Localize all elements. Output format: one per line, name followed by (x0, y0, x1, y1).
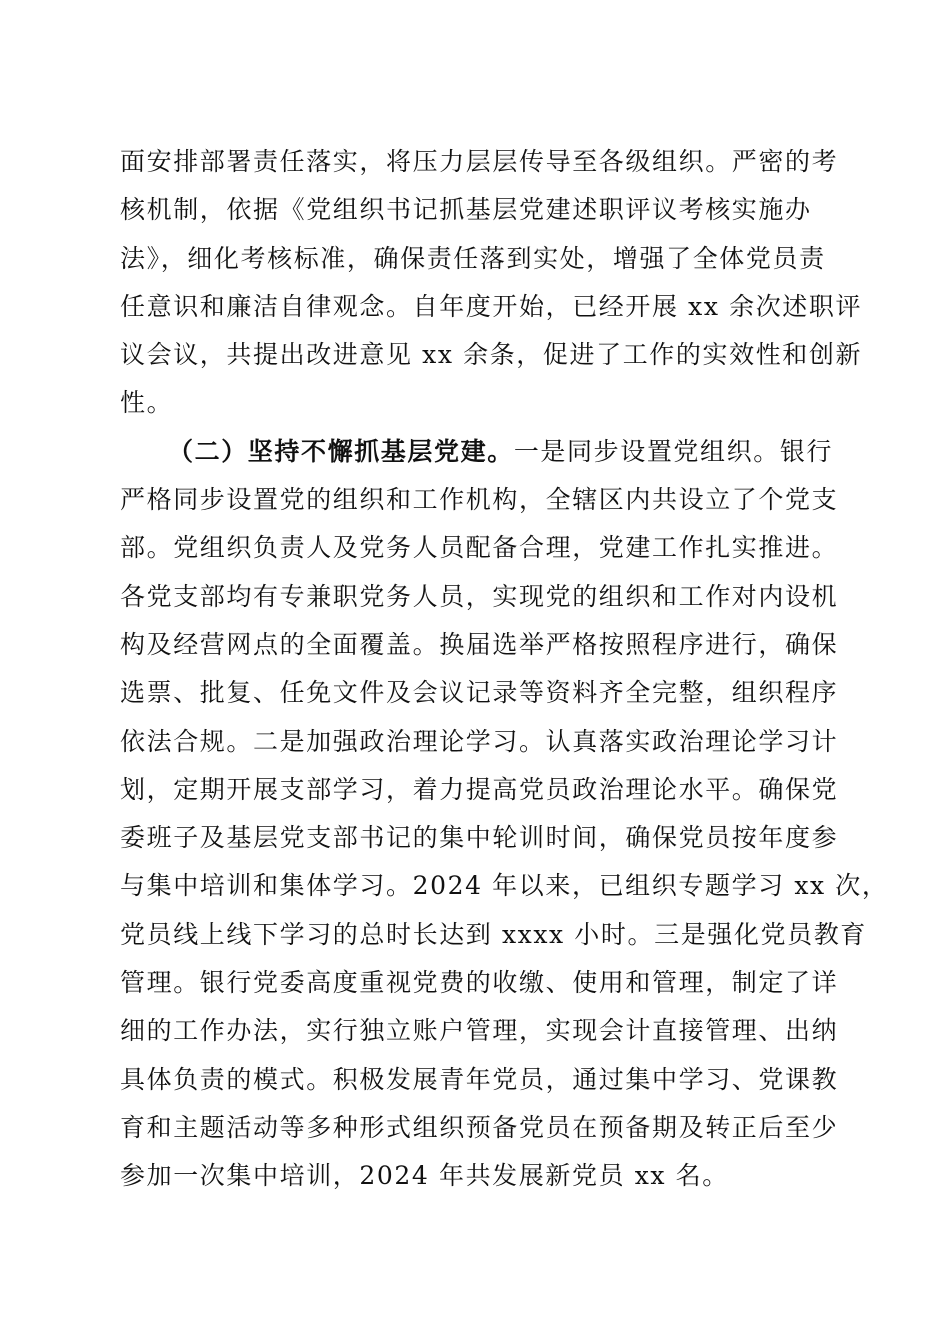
paragraph-1-line: 面安排部署责任落实，将压力层层传导至各级组织。严密的考 (120, 147, 839, 176)
section-2-line: 具体负责的模式。积极发展青年党员，通过集中学习、党课教 (120, 1064, 839, 1094)
section-2-heading: （二）坚持不懈抓基层党建。 (168, 436, 514, 466)
section-2-line: 依法合规。二是加强政治理论学习。认真落实政治理论学习计 (120, 726, 839, 756)
section-2-line: 选票、批复、任免文件及会议记录等资料齐全完整，组织程序 (120, 678, 839, 708)
section-2-line: 划，定期开展支部学习，着力提高党员政治理论水平。确保党 (120, 774, 839, 804)
section-2-line: 部。党组织负责人及党务人员配备合理，党建工作扎实推进。 (120, 533, 839, 563)
section-2-line: 参加一次集中培训，2024 年共发展新党员 xx 名。 (120, 1161, 729, 1191)
paragraph-1-line: 任意识和廉洁自律观念。自年度开始，已经开展 xx 余次述职评 (120, 291, 863, 321)
section-2-line: 党员线上线下学习的总时长达到 xxxx 小时。三是强化党员教育 (120, 919, 867, 949)
paragraph-1-line: 核机制，依据《党组织书记抓基层党建述职评议考核实施办 (120, 195, 812, 225)
section-2-first-line-text: 一是同步设置党组织。银行 (513, 436, 834, 466)
paragraph-1-line: 议会议，共提出改进意见 xx 余条，促进了工作的实效性和创新 (120, 340, 863, 370)
section-2-line: 细的工作办法，实行独立账户管理，实现会计直接管理、出纳 (120, 1016, 839, 1046)
section-2-line: 各党支部均有专兼职党务人员，实现党的组织和工作对内设机 (120, 581, 839, 611)
section-2-line: 育和主题活动等多种形式组织预备党员在预备期及转正后至少 (120, 1112, 839, 1142)
section-2-line: 管理。银行党委高度重视党费的收缴、使用和管理，制定了详 (120, 968, 839, 998)
section-2-line: 委班子及基层党支部书记的集中轮训时间，确保党员按年度参 (120, 823, 839, 853)
section-2-line: 与集中培训和集体学习。2024 年以来，已组织专题学习 xx 次， (120, 871, 889, 901)
section-2-line: 严格同步设置党的组织和工作机构，全辖区内共设立了个党支 (120, 485, 839, 515)
paragraph-1-line: 法》，细化考核标准，确保责任落到实处，增强了全体党员责 (120, 243, 826, 273)
paragraph-1-line: 性。 (120, 388, 174, 418)
section-2-line: 构及经营网点的全面覆盖。换届选举严格按照程序进行，确保 (120, 629, 839, 659)
document-body (120, 138, 889, 1201)
section-2-first-line (120, 428, 840, 476)
